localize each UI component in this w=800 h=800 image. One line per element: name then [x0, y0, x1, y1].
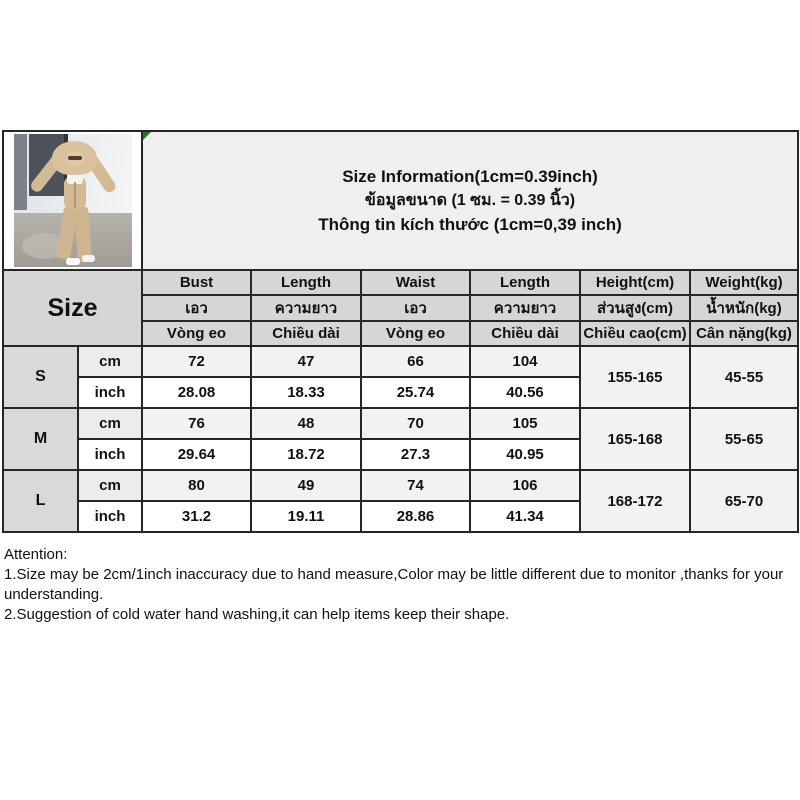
- s-waist-cm: 66: [361, 346, 470, 377]
- title-cell: [142, 131, 798, 270]
- col-header-weight-vi: Cân nặng(kg): [690, 321, 798, 346]
- m-length2-inch: 40.95: [470, 439, 580, 470]
- col-header-length1-th: ความยาว: [251, 295, 361, 321]
- m-bust-cm: 76: [142, 408, 251, 439]
- unit-cm: cm: [78, 470, 142, 501]
- unit-inch: inch: [78, 439, 142, 470]
- attention-note-2: 2.Suggestion of cold water hand washing,it can help items keep their shape.: [4, 606, 510, 623]
- photo-model-sunglasses: [68, 156, 82, 160]
- l-bust-inch: 31.2: [142, 501, 251, 532]
- s-length2-cm: 104: [470, 346, 580, 377]
- title-thai: ข้อมูลขนาด (1 ซม. = 0.39 นิ้ว): [364, 191, 576, 209]
- title-vietnamese: Thông tin kích thước (1cm=0,39 inch): [318, 214, 622, 234]
- table-row-s-cm: [3, 346, 798, 377]
- col-header-waist-vi: Vòng eo: [361, 321, 470, 346]
- attention-notes: [4, 545, 796, 625]
- attention-note-1: 1.Size may be 2cm/1inch inaccuracy due to hand measure,Color may be little different due to monitor ,thanks for your understanding.: [4, 566, 784, 603]
- size-m: M: [3, 408, 78, 470]
- l-length2-cm: 106: [470, 470, 580, 501]
- attention-heading: Attention:: [4, 546, 68, 563]
- unit-cm: cm: [78, 408, 142, 439]
- product-photo-cell: [3, 131, 142, 270]
- l-length1-inch: 19.11: [251, 501, 361, 532]
- m-length1-inch: 18.72: [251, 439, 361, 470]
- col-header-length2-th: ความยาว: [470, 295, 580, 321]
- l-length2-inch: 41.34: [470, 501, 580, 532]
- col-header-height-vi: Chiều cao(cm): [580, 321, 690, 346]
- col-header-length2-en: Length: [470, 270, 580, 295]
- m-length2-cm: 105: [470, 408, 580, 439]
- m-waist-inch: 27.3: [361, 439, 470, 470]
- col-header-weight-en: Weight(kg): [690, 270, 798, 295]
- cell-comment-marker-icon: [143, 132, 151, 140]
- col-header-waist-en: Waist: [361, 270, 470, 295]
- m-height-range: 165-168: [580, 408, 690, 470]
- unit-inch: inch: [78, 377, 142, 408]
- col-header-bust-th: เอว: [142, 295, 251, 321]
- size-s: S: [3, 346, 78, 408]
- l-waist-cm: 74: [361, 470, 470, 501]
- l-waist-inch: 28.86: [361, 501, 470, 532]
- l-length1-cm: 49: [251, 470, 361, 501]
- l-bust-cm: 80: [142, 470, 251, 501]
- s-length1-cm: 47: [251, 346, 361, 377]
- table-row-m-cm: [3, 408, 798, 439]
- col-header-waist-th: เอว: [361, 295, 470, 321]
- photo-model-shoe-left: [66, 258, 80, 265]
- s-length2-inch: 40.56: [470, 377, 580, 408]
- m-waist-cm: 70: [361, 408, 470, 439]
- s-bust-inch: 28.08: [142, 377, 251, 408]
- m-length1-cm: 48: [251, 408, 361, 439]
- s-weight-range: 45-55: [690, 346, 798, 408]
- s-height-range: 155-165: [580, 346, 690, 408]
- size-label: Size: [3, 270, 142, 346]
- photo-model-zipper: [74, 182, 76, 208]
- col-header-length2-vi: Chiều dài: [470, 321, 580, 346]
- col-header-weight-th: น้ำหนัก(kg): [690, 295, 798, 321]
- photo-model-shoe-right: [82, 255, 95, 262]
- col-header-length1-en: Length: [251, 270, 361, 295]
- photo-wall: [14, 134, 27, 210]
- table-row-l-cm: [3, 470, 798, 501]
- col-header-height-th: ส่วนสูง(cm): [580, 295, 690, 321]
- s-bust-cm: 72: [142, 346, 251, 377]
- l-height-range: 168-172: [580, 470, 690, 532]
- m-weight-range: 55-65: [690, 408, 798, 470]
- col-header-bust-vi: Vòng eo: [142, 321, 251, 346]
- col-header-length1-vi: Chiều dài: [251, 321, 361, 346]
- col-header-bust-en: Bust: [142, 270, 251, 295]
- unit-cm: cm: [78, 346, 142, 377]
- col-header-height-en: Height(cm): [580, 270, 690, 295]
- product-photo: [14, 134, 132, 267]
- size-chart-table: [2, 130, 799, 533]
- s-waist-inch: 25.74: [361, 377, 470, 408]
- m-bust-inch: 29.64: [142, 439, 251, 470]
- size-l: L: [3, 470, 78, 532]
- unit-inch: inch: [78, 501, 142, 532]
- l-weight-range: 65-70: [690, 470, 798, 532]
- s-length1-inch: 18.33: [251, 377, 361, 408]
- title-english: Size Information(1cm=0.39inch): [342, 166, 598, 186]
